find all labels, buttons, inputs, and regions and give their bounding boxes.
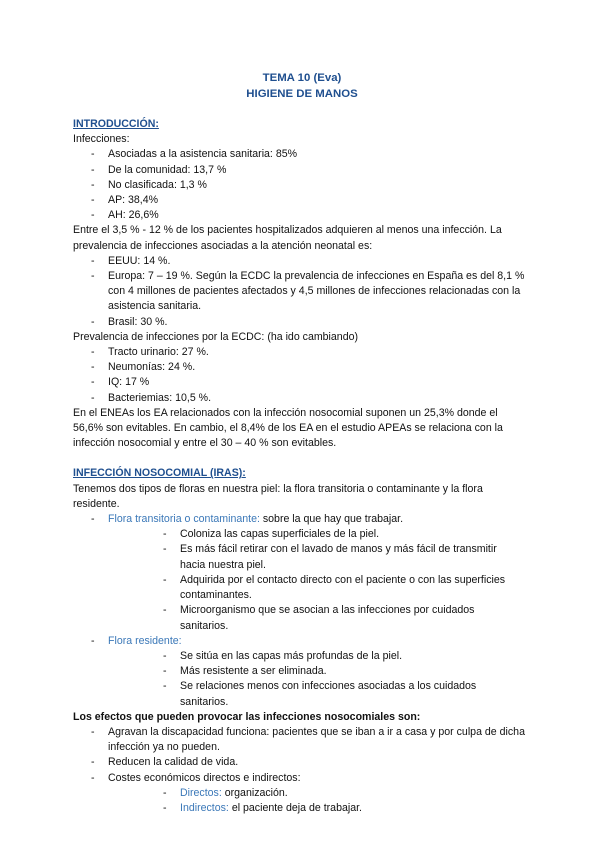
- list-item: - Tracto urinario: 27 %.: [73, 345, 525, 360]
- paragraph: Prevalencia de infecciones por la ECDC: (ha ido cambiando): [73, 330, 359, 343]
- costes-label: Costes económicos directos e indirectos:: [108, 771, 301, 784]
- list-item: [108, 801, 525, 816]
- list-item: - Coloniza las capas superficiales de la piel.: [108, 527, 525, 542]
- flora-residente-label: Flora residente:: [108, 634, 182, 647]
- list-item: - Se sitúa en las capas más profundas de la piel.: [108, 649, 525, 664]
- list-item-flora-transitoria: [73, 512, 525, 634]
- flora-residente-sublist: [108, 649, 525, 710]
- paragraph: En el ENEAs los EA relacionados con la infección nosocomial suponen un 25,3% donde el 56,6% son evitables. En cambio, el 8,4% de los EA en el estudio APEAs se relaciona con la infección nosocomial y entre el 30 – 40 % son evitables.: [73, 406, 503, 450]
- efectos-heading: Los efectos que pueden provocar las infecciones nosocomiales son:: [73, 710, 421, 723]
- list-item: - Se relaciones menos con infecciones asociadas a los cuidados sanitarios.: [108, 679, 525, 709]
- list-item: - Microorganismo que se asocian a las infecciones por cuidados sanitarios.: [108, 603, 525, 633]
- costes-sublist: [108, 786, 525, 816]
- neonatal-list: [73, 254, 525, 330]
- list-item: [108, 786, 525, 801]
- list-item: - Reducen la calidad de vida.: [73, 755, 525, 770]
- list-item: - AH: 26,6%: [73, 208, 525, 223]
- list-item-costes: [73, 771, 525, 817]
- indirectos-label: Indirectos:: [180, 801, 229, 814]
- list-item-flora-residente: [73, 634, 525, 710]
- paragraph: Entre el 3,5 % - 12 % de los pacientes hospitalizados adquieren al menos una infección. La prevalencia de infecciones asociadas a la atención neonatal es:: [73, 224, 502, 252]
- ecdc-list: [73, 345, 525, 406]
- efectos-list: [73, 725, 525, 816]
- list-item: - Es más fácil retirar con el lavado de manos y más fácil de transmitir hacia nuestra piel.: [108, 542, 525, 572]
- list-item: - De la comunidad: 13,7 %: [73, 163, 525, 178]
- list-item: - Neumonías: 24 %.: [73, 360, 525, 375]
- list-item: - Adquirida por el contacto directo con el paciente o con las superficies contaminantes.: [108, 573, 525, 603]
- list-item: - No clasificada: 1,3 %: [73, 178, 525, 193]
- list-item: - IQ: 17 %: [73, 375, 525, 390]
- list-item: - AP: 38,4%: [73, 193, 525, 208]
- directos-text: organización.: [221, 786, 288, 799]
- section-heading-introduccion: INTRODUCCIÓN:: [73, 118, 159, 130]
- flora-transitoria-text: sobre la que hay que trabajar.: [259, 513, 404, 526]
- list-item: - Bacteriemias: 10,5 %.: [73, 391, 525, 406]
- list-item: - Asociadas a la asistencia sanitaria: 85%: [73, 147, 525, 162]
- flora-list: [73, 512, 525, 710]
- list-item: - Agravan la discapacidad funciona: pacientes que se iban a ir a casa y por culpa de dicha infección ya no pueden.: [73, 725, 525, 755]
- flora-transitoria-sublist: [108, 527, 525, 633]
- list-item: - EEUU: 14 %.: [73, 254, 525, 269]
- flora-transitoria-label: Flora transitoria o contaminante:: [108, 513, 260, 526]
- section-heading-infeccion-nosocomial: INFECCIÓN NOSOCOMIAL (IRAS):: [73, 467, 246, 480]
- document-page: [73, 70, 525, 816]
- infecciones-label: Infecciones:: [73, 133, 130, 146]
- list-item: - Europa: 7 – 19 %. Según la ECDC la prevalencia de infecciones en España es del 8,1 % con 4 millones de pacientes afectados y 4,5 millones de infecciones relacionadas con la asistencia sanitaria.: [73, 269, 525, 315]
- list-item: - Brasil: 30 %.: [73, 315, 525, 330]
- directos-label: Directos:: [180, 786, 222, 799]
- list-item: - Más resistente a ser eliminada.: [108, 664, 525, 679]
- infecciones-list: [73, 147, 525, 223]
- document-title-line2: HIGIENE DE MANOS: [246, 88, 358, 100]
- indirectos-text: el paciente deja de trabajar.: [228, 801, 362, 814]
- document-title-line1: TEMA 10 (Eva): [262, 72, 342, 84]
- paragraph: Tenemos dos tipos de floras en nuestra piel: la flora transitoria o contaminante y la flora residente.: [73, 482, 483, 510]
